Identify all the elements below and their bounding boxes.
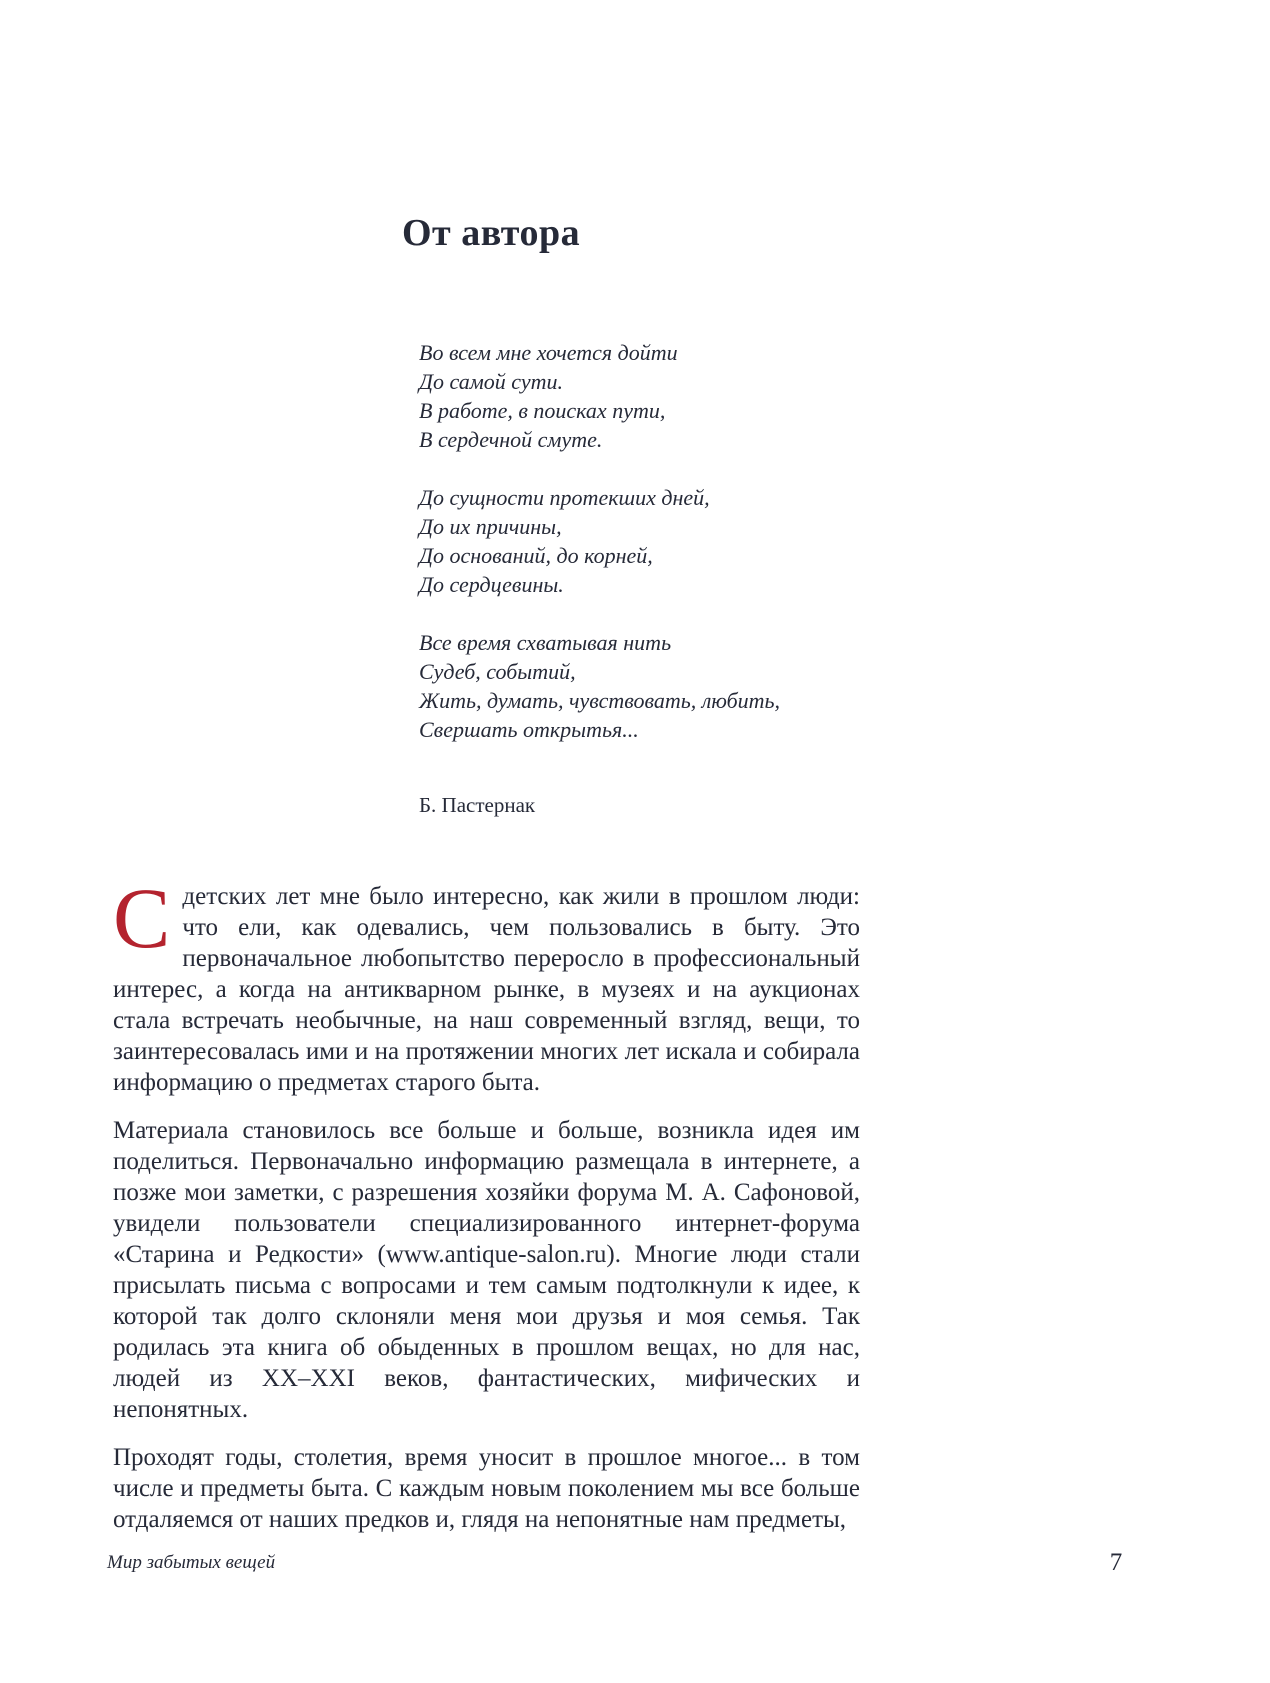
paragraph-3-text: Проходят годы, столетия, время уносит в прошлое многое... в том числе и предметы быта. С каждым новым поколением мы все больше отдаляемся от наших предков и, глядя на непонятные нам предметы, xyxy=(113,1444,860,1533)
poem-stanza-3 xyxy=(419,628,780,744)
body-text xyxy=(113,870,860,1535)
poem-attribution: Б. Пастернак xyxy=(419,793,536,817)
poem-line: Судеб, событий, xyxy=(419,659,576,684)
paragraph-2 xyxy=(113,1115,860,1425)
poem-line: До самой сути. xyxy=(419,369,563,394)
poem-line: До сердцевины. xyxy=(419,572,564,597)
poem-stanza-1 xyxy=(419,338,780,454)
poem-line: Все время схватывая нить xyxy=(419,630,672,655)
paragraph-3 xyxy=(113,1442,860,1535)
poem-stanza-2 xyxy=(419,483,780,599)
poem-line: До их причины, xyxy=(419,514,562,539)
paragraph-1 xyxy=(113,870,860,1098)
poem-line: До сущности протекших дней, xyxy=(419,485,710,510)
drop-cap-letter: С xyxy=(113,870,171,966)
chapter-title: От автора xyxy=(402,212,581,255)
poem-line: Во всем мне хочется дойти xyxy=(419,340,678,365)
poem-line: В сердечной смуте. xyxy=(419,427,603,452)
poem-line: Свершать открытья... xyxy=(419,717,639,742)
paragraph-2-text: Материала становилось все больше и больше, возникла идея им поделиться. Первоначально информацию размещала в интернете, а позже мои заметки, с разрешения хозяйки форума М. А. Сафоновой, увидели пользователи специализированного интернет-форума «Старина и Редкости» (www.antique-salon.ru). Многие люди стали присылать письма с вопросами и тем самым подтолкнули к идее, к которой так долго склоняли меня мои друзья и моя семья. Так родилась эта книга об обыденных в прошлом вещах, но для нас, людей из XX–XXI веков, фантастических, мифических и непонятных. xyxy=(113,1117,860,1423)
paragraph-1-text: детских лет мне было интересно, как жили в прошлом люди: что ели, как одевались, чем пользовались в быту. Это первоначальное любопытство переросло в профессиональный интерес, а когда на антикварном рынке, в музеях и на аукционах стала встречать необычные, на наш современный взгляд, вещи, то заинтересовалась ими и на протяжении многих лет искала и собирала информацию о предметах старого быта. xyxy=(113,883,860,1096)
poem-line: В работе, в поисках пути, xyxy=(419,398,666,423)
epigraph-poem xyxy=(419,338,780,773)
running-footer-book-title: Мир забытых вещей xyxy=(107,1552,276,1573)
poem-line: Жить, думать, чувствовать, любить, xyxy=(419,688,781,713)
page-number: 7 xyxy=(1109,1549,1123,1576)
poem-line: До оснований, до корней, xyxy=(419,543,653,568)
